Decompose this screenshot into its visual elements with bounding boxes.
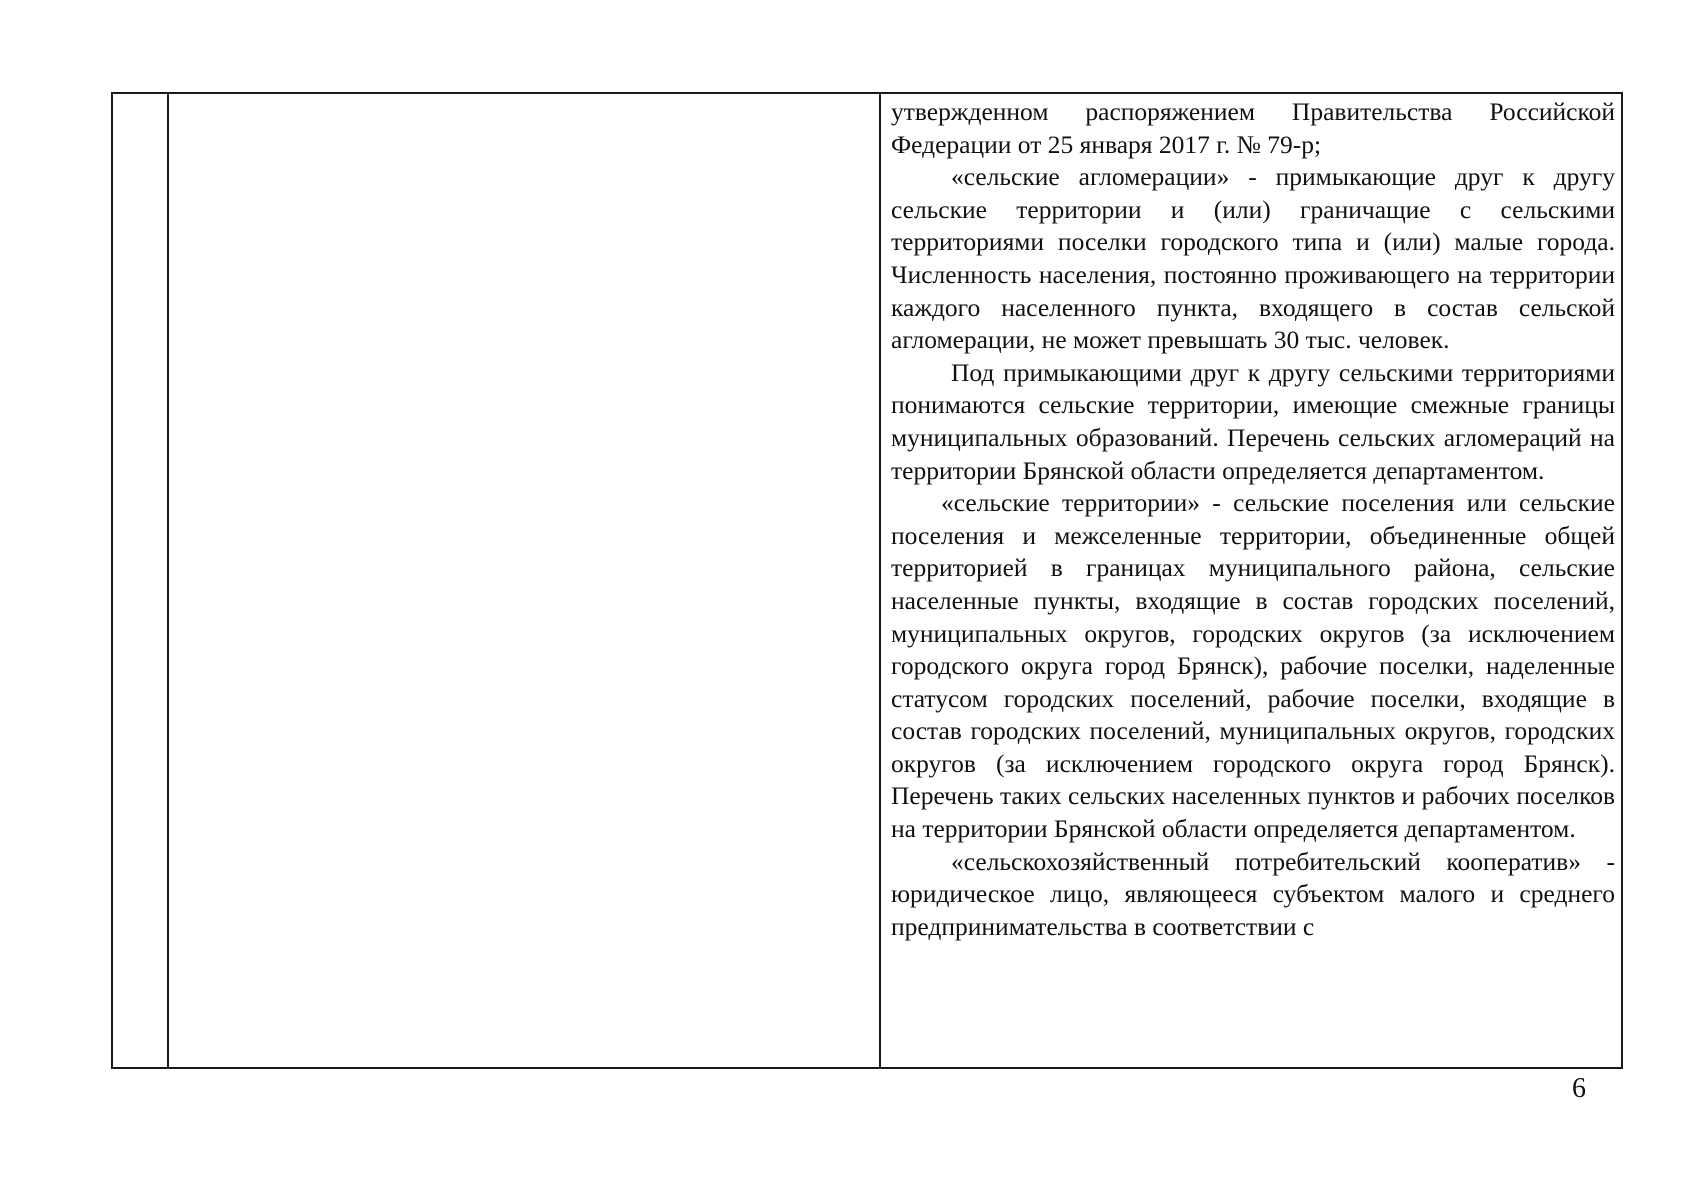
paragraph-adjacent-territories: Под примыкающими друг к другу сельскими территориями понимаются сельские территории, имеющие смежные границы муниципальных образований. Перечень сельских агломераций на территории Брянской области определяется департаментом. (891, 357, 1615, 485)
table-column-divider-1 (167, 94, 169, 1067)
paragraph-rural-agglomerations: «сельские агломерации» - примыкающие друг к другу сельские территории и (или) граничащие с сельскими территориями поселки городского типа и (или) малые города. Численность населения, постоянно проживающего на территории каждого населенного пункта, входящего в состав сельской агломерации, не может превышать 30 тыс. человек. (891, 162, 1615, 355)
table-column-divider-2 (879, 94, 881, 1067)
document-table (111, 92, 1623, 1069)
paragraph-continuation: утвержденном распоряжением Правительства Российской Федерации от 25 января 2017 г. № 79-р; (891, 97, 1615, 159)
paragraph-rural-territories: «сельские территории» - сельские поселения или сельские поселения и межселенные территории, объединенные общей территорией в границах муниципального района, сельские населенные пункты, входящие в состав городских поселений, муниципальных округов, городских округов (за исключением городского округа город Брянск), рабочие поселки, наделенные статусом городских поселений, рабочие поселки, входящие в состав городских поселений, муниципальных округов, городских округов (за исключением городского округа город Брянск). Перечень таких сельских населенных пунктов и рабочих поселков на территории Брянской области определяется департаментом. (891, 488, 1615, 844)
table-text-cell (891, 96, 1615, 943)
paragraph-agricultural-cooperative: «сельскохозяйственный потребительский кооператив» - юридическое лицо, являющееся субъектом малого и среднего предпринимательства в соответствии с (891, 846, 1615, 941)
page-number: 6 (1572, 1073, 1586, 1104)
